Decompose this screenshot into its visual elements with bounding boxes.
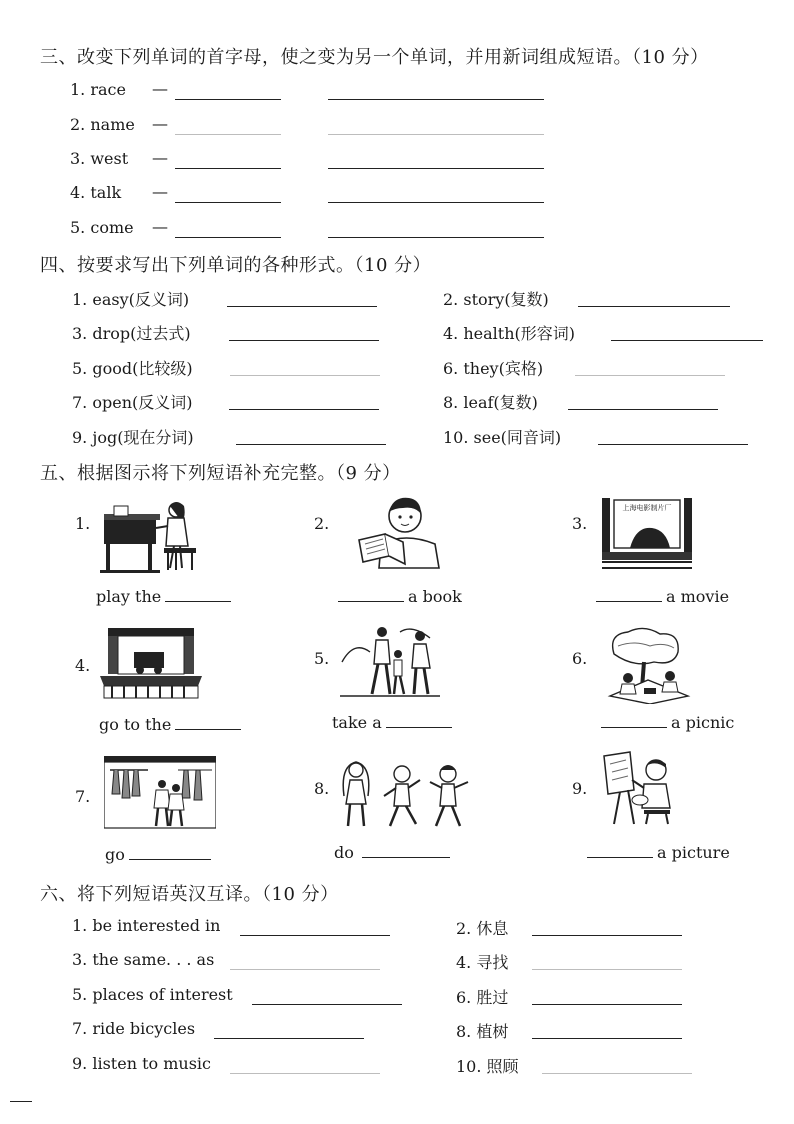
section-3-title: 三、改变下列单词的首字母，使之变为另一个单词，并用新词组成短语。（10 分） bbox=[40, 47, 709, 68]
sec4-item-1-blank[interactable] bbox=[227, 306, 377, 307]
sec5-item-9-number: 9. bbox=[572, 779, 588, 798]
sec6-item-2-label: 2. 休息 bbox=[456, 919, 509, 938]
sec4-item-7-blank[interactable] bbox=[229, 409, 379, 410]
sec5-item-6-after: a picnic bbox=[671, 713, 735, 732]
sec4-item-9-label: 9. jog(现在分词) bbox=[72, 428, 194, 447]
boy-reading-icon bbox=[355, 494, 447, 570]
sec6-item-9-label: 9. listen to music bbox=[72, 1054, 211, 1073]
sec3-item-2-word-blank[interactable] bbox=[175, 134, 281, 135]
kids-exercise-icon bbox=[336, 756, 476, 834]
sec5-item-3-after: a movie bbox=[666, 587, 730, 606]
sec3-item-1-word-blank[interactable] bbox=[175, 99, 281, 100]
sec6-item-7-label: 7. ride bicycles bbox=[72, 1019, 196, 1038]
sec4-item-3-blank[interactable] bbox=[229, 340, 379, 341]
sec5-item-8-number: 8. bbox=[314, 779, 330, 798]
sec4-item-8-label: 8. leaf(复数) bbox=[443, 393, 538, 412]
sec6-item-2-blank[interactable] bbox=[532, 935, 682, 936]
sec5-item-8-caption bbox=[334, 843, 454, 862]
sec4-item-5-label: 5. good(比较级) bbox=[72, 359, 193, 378]
sec4-item-5-blank[interactable] bbox=[230, 375, 380, 376]
sec5-item-9-blank[interactable] bbox=[587, 857, 653, 858]
picnic-icon bbox=[604, 626, 694, 704]
sec3-item-1-label: 1. race bbox=[70, 80, 126, 99]
sec6-item-1-blank[interactable] bbox=[240, 935, 390, 936]
sec3-item-3-dash: — bbox=[152, 148, 168, 167]
sec3-item-3-phrase-blank[interactable] bbox=[328, 168, 544, 169]
sec5-item-3-number: 3. bbox=[572, 514, 588, 533]
sec3-item-2-label: 2. name bbox=[70, 115, 135, 134]
sec4-item-2-blank[interactable] bbox=[578, 306, 730, 307]
sec4-item-10-label: 10. see(同音词) bbox=[443, 428, 562, 447]
sec5-item-2-number: 2. bbox=[314, 514, 330, 533]
sec3-item-4-label: 4. talk bbox=[70, 183, 122, 202]
sec6-item-8-label: 8. 植树 bbox=[456, 1022, 509, 1041]
sec5-item-2-after: a book bbox=[408, 587, 462, 606]
sec3-item-5-phrase-blank[interactable] bbox=[328, 237, 544, 238]
sec5-item-3-blank[interactable] bbox=[596, 601, 662, 602]
sec5-item-7-caption bbox=[105, 845, 215, 864]
sec5-item-2-blank[interactable] bbox=[338, 601, 404, 602]
sec3-item-4-word-blank[interactable] bbox=[175, 202, 281, 203]
sec5-item-1-number: 1. bbox=[75, 514, 91, 533]
sec3-item-1-dash: — bbox=[152, 79, 168, 98]
section-4-title: 四、按要求写出下列单词的各种形式。（10 分） bbox=[40, 255, 432, 276]
sec4-item-6-blank[interactable] bbox=[575, 375, 725, 376]
section-5-title: 五、根据图示将下列短语补充完整。（9 分） bbox=[40, 463, 401, 484]
boy-painting-icon bbox=[600, 750, 678, 826]
sec6-item-3-blank[interactable] bbox=[230, 969, 380, 970]
sec5-item-2-caption bbox=[334, 587, 462, 606]
sec4-item-7-label: 7. open(反义词) bbox=[72, 393, 193, 412]
sec3-item-5-word-blank[interactable] bbox=[175, 237, 281, 238]
sec4-item-1-label: 1. easy(反义词) bbox=[72, 290, 190, 309]
sec5-item-8-blank[interactable] bbox=[362, 857, 450, 858]
sec3-item-3-word-blank[interactable] bbox=[175, 168, 281, 169]
sec6-item-9-blank[interactable] bbox=[230, 1073, 380, 1074]
cinema-sign-text: 上海电影制片厂 bbox=[622, 504, 672, 512]
footer-mark bbox=[10, 1101, 32, 1102]
sec5-item-5-number: 5. bbox=[314, 649, 330, 668]
sec5-item-4-number: 4. bbox=[75, 656, 91, 675]
clothes-shop-icon bbox=[104, 754, 216, 830]
sec5-item-3-caption bbox=[592, 587, 729, 606]
sec5-item-8-before: do bbox=[334, 843, 354, 862]
sec3-item-4-phrase-blank[interactable] bbox=[328, 202, 544, 203]
sec4-item-4-blank[interactable] bbox=[611, 340, 763, 341]
sec5-item-7-before: go bbox=[105, 845, 125, 864]
sec3-item-5-label: 5. come bbox=[70, 218, 134, 237]
sec3-item-2-phrase-blank[interactable] bbox=[328, 134, 544, 135]
sec3-item-3-label: 3. west bbox=[70, 149, 129, 168]
sec3-item-2-dash: — bbox=[152, 114, 168, 133]
sec4-item-2-label: 2. story(复数) bbox=[443, 290, 549, 309]
sec4-item-3-label: 3. drop(过去式) bbox=[72, 324, 191, 343]
sec4-item-4-label: 4. health(形容词) bbox=[443, 324, 576, 343]
sec6-item-1-label: 1. be interested in bbox=[72, 916, 221, 935]
sec6-item-10-blank[interactable] bbox=[542, 1073, 692, 1074]
sec4-item-6-label: 6. they(宾格) bbox=[443, 359, 544, 378]
sec5-item-1-caption bbox=[96, 587, 235, 606]
sec5-item-9-after: a picture bbox=[657, 843, 730, 862]
family-walk-icon bbox=[340, 622, 440, 698]
section-6-title: 六、将下列短语英汉互译。（10 分） bbox=[40, 884, 339, 905]
sec3-item-5-dash: — bbox=[152, 217, 168, 236]
sec6-item-4-label: 4. 寻找 bbox=[456, 953, 509, 972]
sec5-item-4-before: go to the bbox=[99, 715, 172, 734]
sec3-item-4-dash: — bbox=[152, 182, 168, 201]
sec6-item-5-blank[interactable] bbox=[252, 1004, 402, 1005]
sec3-item-1-phrase-blank[interactable] bbox=[328, 99, 544, 100]
sec5-item-5-caption bbox=[332, 713, 456, 732]
sec6-item-5-label: 5. places of interest bbox=[72, 985, 233, 1004]
sec5-item-6-caption bbox=[597, 713, 734, 732]
sec4-item-8-blank[interactable] bbox=[568, 409, 718, 410]
sec6-item-10-label: 10. 照顾 bbox=[456, 1057, 519, 1076]
sec6-item-3-label: 3. the same. . . as bbox=[72, 950, 215, 969]
sec5-item-7-blank[interactable] bbox=[129, 859, 211, 860]
sec5-item-1-before: play the bbox=[96, 587, 162, 606]
sec5-item-6-blank[interactable] bbox=[601, 727, 667, 728]
sec5-item-5-before: take a bbox=[332, 713, 382, 732]
sec5-item-7-number: 7. bbox=[75, 787, 91, 806]
sec6-item-4-blank[interactable] bbox=[532, 969, 682, 970]
sec5-item-1-blank[interactable] bbox=[165, 601, 231, 602]
theater-stage-icon bbox=[98, 626, 204, 702]
sec6-item-7-blank[interactable] bbox=[214, 1038, 364, 1039]
sec4-item-10-blank[interactable] bbox=[598, 444, 748, 445]
sec5-item-6-number: 6. bbox=[572, 649, 588, 668]
sec5-item-4-caption bbox=[99, 715, 245, 734]
cinema-icon bbox=[600, 496, 694, 574]
sec6-item-6-blank[interactable] bbox=[532, 1004, 682, 1005]
sec5-item-4-blank[interactable] bbox=[175, 729, 241, 730]
sec6-item-6-label: 6. 胜过 bbox=[456, 988, 509, 1007]
sec5-item-5-blank[interactable] bbox=[386, 727, 452, 728]
sec4-item-9-blank[interactable] bbox=[236, 444, 386, 445]
piano-girl-icon bbox=[100, 496, 200, 574]
sec6-item-8-blank[interactable] bbox=[532, 1038, 682, 1039]
sec5-item-9-caption bbox=[583, 843, 730, 862]
